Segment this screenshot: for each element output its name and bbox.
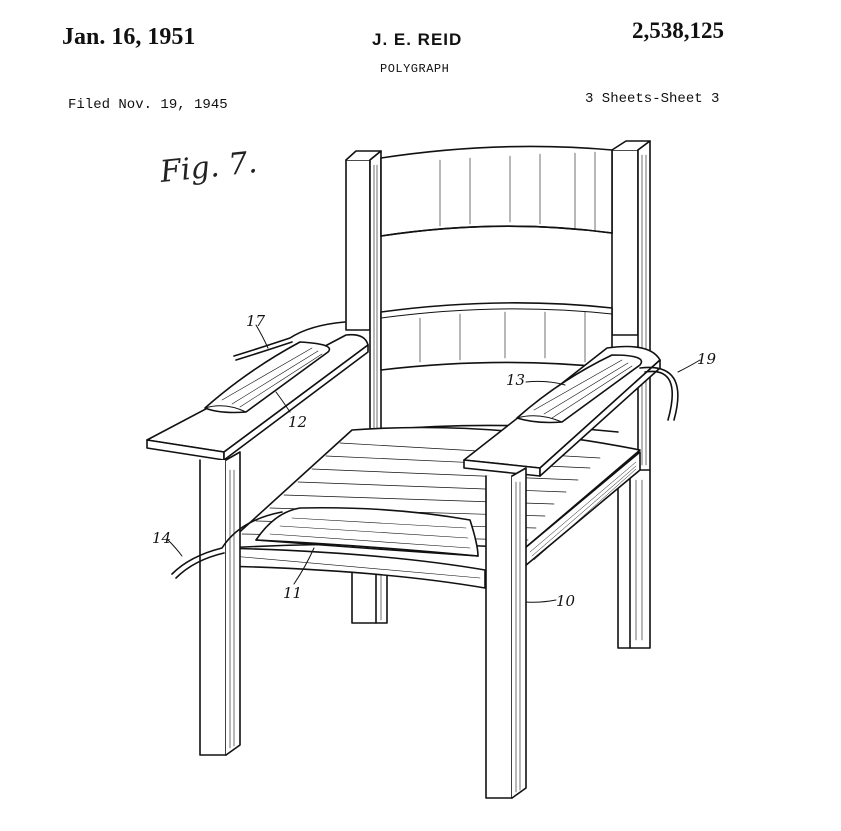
back-slat-top (381, 146, 612, 236)
rear-left-leg (352, 570, 387, 623)
patent-title: POLYGRAPH (380, 62, 450, 76)
ref-numeral-11: 11 (283, 584, 303, 602)
ref-numeral-10: 10 (556, 592, 576, 610)
back-post-left (346, 151, 381, 440)
rear-right-leg (618, 470, 650, 648)
chair-seat (222, 428, 640, 589)
ref-numeral-13: 13 (506, 371, 526, 389)
front-right-leg (486, 468, 526, 798)
back-post-right (612, 141, 650, 470)
patent-date: Jan. 16, 1951 (62, 24, 196, 50)
ref-numeral-12: 12 (288, 413, 308, 431)
figure-label: Fig. 7. (158, 145, 259, 190)
ref-numeral-19: 19 (697, 350, 717, 368)
patent-number: 2,538,125 (632, 18, 724, 43)
inventor-name: J. E. REID (372, 30, 463, 49)
filed-date: Filed Nov. 19, 1945 (68, 97, 228, 113)
front-left-leg (200, 452, 240, 755)
ref-numeral-17: 17 (246, 312, 266, 330)
sheet-count: 3 Sheets-Sheet 3 (585, 91, 720, 107)
ref-numeral-14: 14 (152, 529, 172, 547)
back-slat-middle (381, 303, 612, 370)
